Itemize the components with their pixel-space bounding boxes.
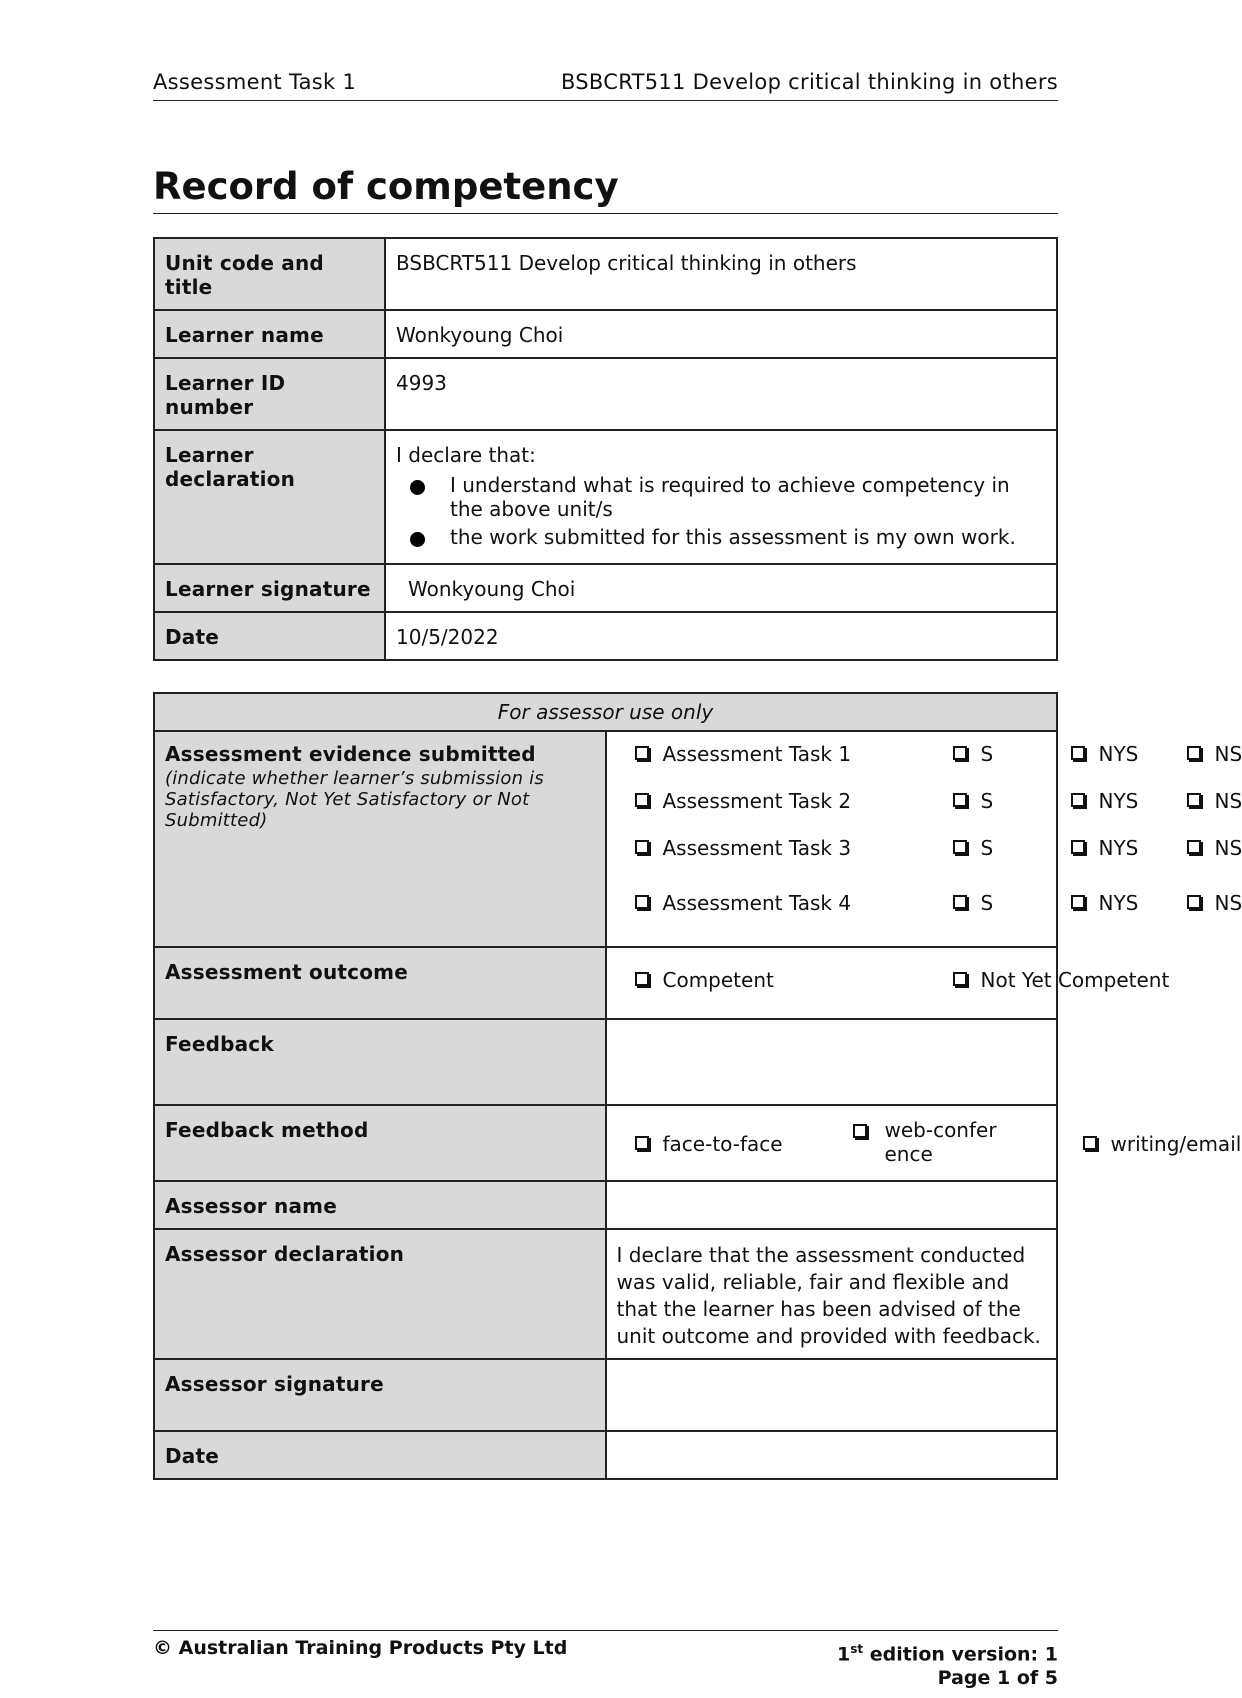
- learner-id-label: Learner ID number: [154, 358, 385, 430]
- page-number: Page 1 of 5: [937, 1667, 1058, 1690]
- page-header: [153, 70, 1058, 101]
- outcome-label: Assessment outcome: [154, 947, 606, 1019]
- learner-table: [153, 237, 1058, 661]
- learner-declaration: [385, 430, 1057, 564]
- checkbox-task4-nys[interactable]: [1071, 895, 1085, 909]
- learner-name-label: Learner name: [154, 310, 385, 358]
- outcome-options: Competent Not Yet Competent: [606, 947, 1058, 1019]
- footer-copyright: © Australian Training Products Pty Ltd: [153, 1637, 568, 1659]
- declaration-intro: I declare that:: [396, 443, 536, 467]
- bullet-icon: [410, 480, 425, 495]
- evidence-grid: [606, 731, 1242, 947]
- learner-id-value: 4993: [385, 358, 1057, 430]
- checkbox-task2-nys[interactable]: [1071, 793, 1085, 807]
- assessor-signature-field[interactable]: [606, 1359, 1058, 1431]
- checkbox-face-to-face[interactable]: [635, 1136, 649, 1150]
- checkbox-task2[interactable]: [635, 793, 649, 807]
- evidence-note: (indicate whether learner’s submission is Satisfactory, Not Yet Satisfactory or Not Submitted): [165, 768, 544, 831]
- task-row: Assessment Task 1 S NYS NS: [635, 742, 1047, 789]
- checkbox-task1-nys[interactable]: [1071, 746, 1085, 760]
- declaration-list: [396, 473, 1046, 549]
- assessor-date-field[interactable]: [606, 1431, 1058, 1479]
- assessor-declaration-label: Assessor declaration: [154, 1229, 606, 1359]
- evidence-label-cell: [154, 731, 606, 947]
- feedback-method-options: face-to-face web-conference writing/email: [606, 1105, 1058, 1181]
- checkbox-task4[interactable]: [635, 895, 649, 909]
- bullet-icon: [410, 532, 425, 547]
- checkbox-task1[interactable]: [635, 746, 649, 760]
- checkbox-task4-s[interactable]: [953, 895, 967, 909]
- learner-signature-value: Wonkyoung Choi: [385, 564, 1057, 612]
- feedback-method-label: Feedback method: [154, 1105, 606, 1181]
- assessor-signature-label: Assessor signature: [154, 1359, 606, 1431]
- learner-signature-label: Learner signature: [154, 564, 385, 612]
- checkbox-task3-nys[interactable]: [1071, 840, 1085, 854]
- task-row: Assessment Task 4 S NYS NS: [635, 891, 1047, 938]
- task-row: Assessment Task 3 S NYS NS: [635, 836, 1047, 883]
- declaration-point: I understand what is required to achieve competency in the above unit/s: [396, 473, 1046, 521]
- task-row: Assessment Task 2 S NYS NS: [635, 789, 1047, 836]
- checkbox-task2-ns[interactable]: [1187, 793, 1201, 807]
- assessor-table: [153, 692, 1242, 1480]
- page-footer: [153, 1630, 1058, 1690]
- unit-label: Unit code and title: [154, 238, 385, 310]
- header-unit: BSBCRT511 Develop critical thinking in others: [560, 70, 1058, 94]
- checkbox-task3-s[interactable]: [953, 840, 967, 854]
- learner-declaration-label: Learner declaration: [154, 430, 385, 564]
- feedback-field[interactable]: [606, 1019, 1058, 1105]
- learner-date-value: 10/5/2022: [385, 612, 1057, 660]
- edition-number: 1: [836, 1643, 851, 1666]
- checkbox-not-yet-competent[interactable]: [953, 972, 967, 986]
- assessor-declaration-text: I declare that the assessment conducted was valid, reliable, fair and flexible and that the learner has been advised of the unit outcome and provided with feedback.: [606, 1229, 1058, 1359]
- assessor-date-label: Date: [154, 1431, 606, 1479]
- checkbox-task1-ns[interactable]: [1187, 746, 1201, 760]
- checkbox-task2-s[interactable]: [953, 793, 967, 807]
- declaration-point: the work submitted for this assessment is my own work.: [396, 525, 1046, 549]
- checkbox-task1-s[interactable]: [953, 746, 967, 760]
- checkbox-task3-ns[interactable]: [1187, 840, 1201, 854]
- evidence-label: Assessment evidence submitted: [165, 742, 536, 766]
- checkbox-competent[interactable]: [635, 972, 649, 986]
- header-task: Assessment Task 1: [153, 70, 357, 94]
- learner-name-value: Wonkyoung Choi: [385, 310, 1057, 358]
- assessor-name-label: Assessor name: [154, 1181, 606, 1229]
- checkbox-writing-email[interactable]: [1083, 1136, 1097, 1150]
- feedback-label: Feedback: [154, 1019, 606, 1105]
- learner-date-label: Date: [154, 612, 385, 660]
- page-title: Record of competency: [153, 165, 1058, 214]
- checkbox-task3[interactable]: [635, 840, 649, 854]
- edition-suffix: st: [850, 1642, 864, 1656]
- checkbox-web-conference[interactable]: [853, 1124, 867, 1138]
- assessor-name-field[interactable]: [606, 1181, 1058, 1229]
- unit-value: BSBCRT511 Develop critical thinking in others: [385, 238, 1057, 310]
- assessor-heading: For assessor use only: [154, 693, 1057, 731]
- checkbox-task4-ns[interactable]: [1187, 895, 1201, 909]
- edition-text: edition version: 1: [863, 1643, 1058, 1666]
- footer-edition: [837, 1637, 1058, 1690]
